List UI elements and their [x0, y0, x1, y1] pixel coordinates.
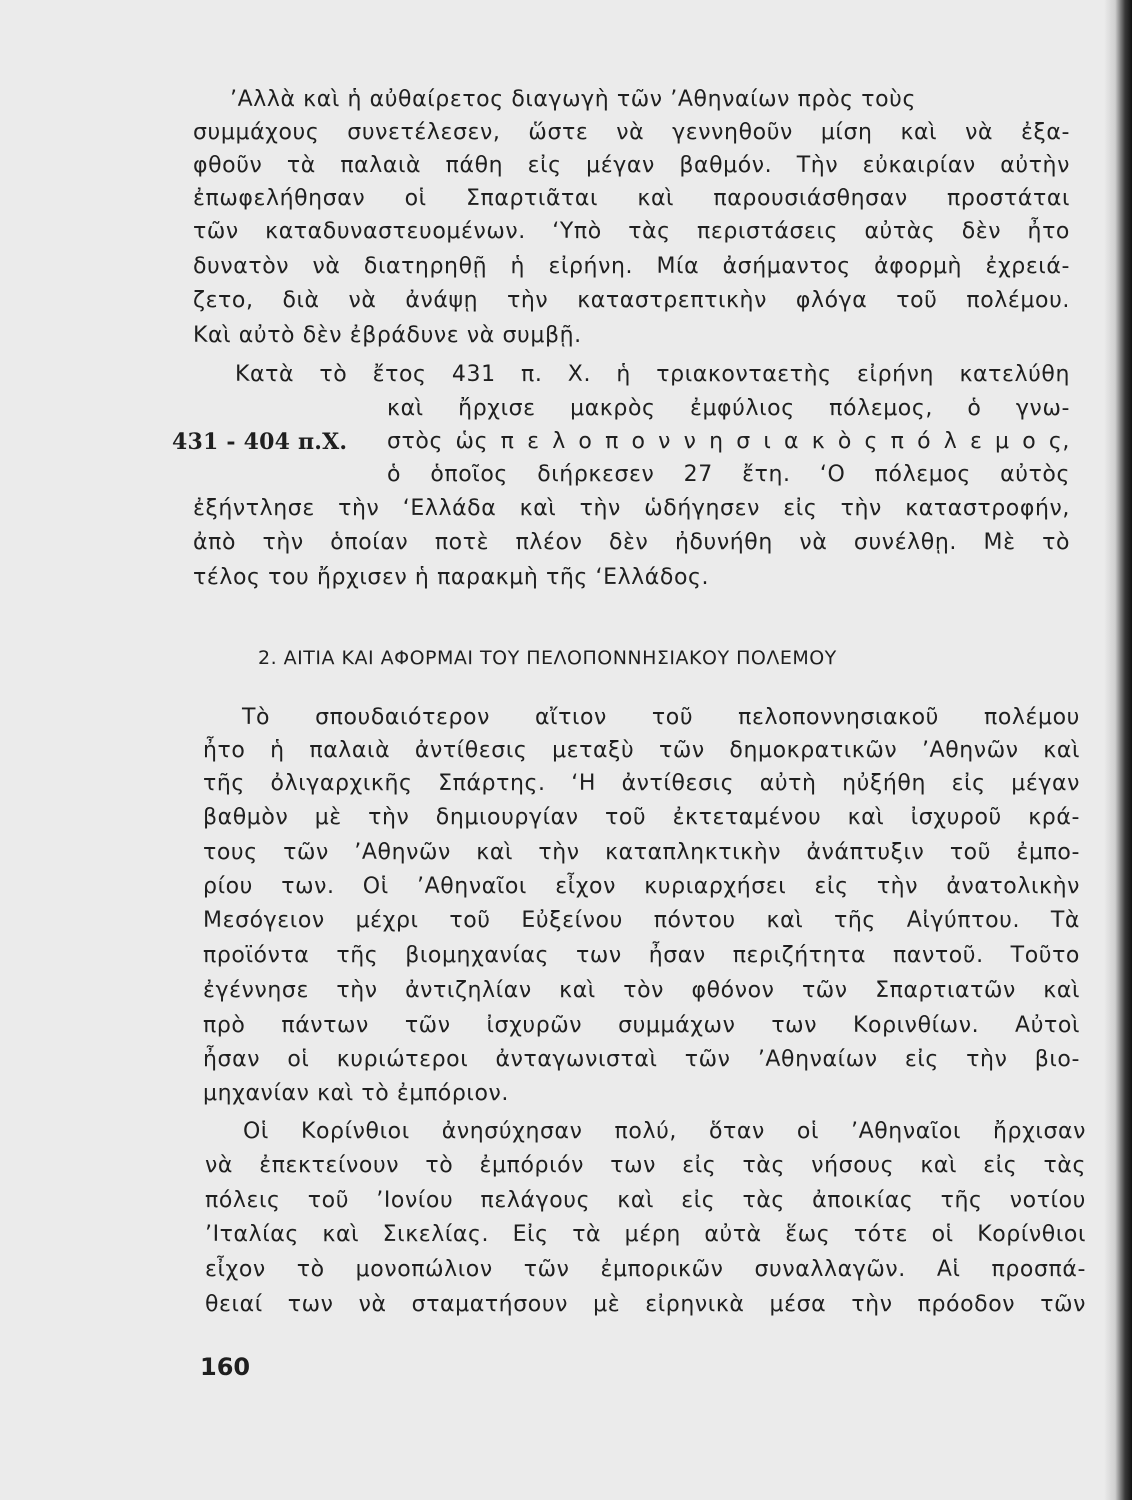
- text-line: ἦτο ἡ παλαιὰ ἀντίθεσις μεταξὺ τῶν δημοκρατικῶν ’Αθηνῶν καὶ: [203, 738, 1080, 763]
- text-line: καὶ ἤρχισε μακρὸς ἐμφύλιος πόλεμος, ὁ γνω-: [387, 396, 1070, 421]
- text-line: ἐπωφελήθησαν οἱ Σπαρτιᾶται καὶ παρουσιάσθησαν προστάται: [193, 186, 1070, 211]
- text-line: πρὸ πάντων τῶν ἰσχυρῶν συμμάχων των Κορινθίων. Αὐτοὶ: [203, 1013, 1080, 1038]
- text-line: ὁ ὁποῖος διήρκεσεν 27 ἔτη. ‘Ο πόλεμος αὐτὸς: [387, 462, 1070, 487]
- text-line: ἀπὸ τὴν ὁποίαν ποτὲ πλέον δὲν ἠδυνήθη νὰ συνέλθῃ. Μὲ τὸ: [193, 530, 1070, 555]
- text-line: νὰ ἐπεκτείνουν τὸ ἐμπόριόν των εἰς τὰς νήσους καὶ εἰς τὰς: [205, 1153, 1086, 1178]
- page-number: 160: [200, 1353, 251, 1381]
- text-line: φθοῦν τὰ παλαιὰ πάθη εἰς μέγαν βαθμόν. Τὴν εὐκαιρίαν αὐτὴν: [193, 153, 1070, 178]
- text-line: τους τῶν ’Αθηνῶν καὶ τὴν καταπληκτικὴν ἀνάπτυξιν τοῦ ἐμπο-: [203, 840, 1080, 865]
- text-line: ἦσαν οἱ κυριώτεροι ἀνταγωνισταὶ τῶν ’Αθηναίων εἰς τὴν βιο-: [203, 1047, 1080, 1072]
- text-line: προϊόντα τῆς βιομηχανίας των ἦσαν περιζήτητα παντοῦ. Τοῦτο: [203, 943, 1080, 968]
- text-line: Καὶ αὐτὸ δὲν ἐβράδυνε νὰ συμβῇ.: [193, 323, 582, 348]
- text-line: Κατὰ τὸ ἔτος 431 π. Χ. ἡ τριακονταετὴς εἰρήνη κατελύθη: [235, 362, 1070, 387]
- text-line: μηχανίαν καὶ τὸ ἐμπόριον.: [203, 1081, 510, 1106]
- text-line: συμμάχους συνετέλεσεν, ὥστε νὰ γεννηθοῦν μίση καὶ νὰ ἐξα-: [193, 120, 1070, 145]
- text-line: εἶχον τὸ μονοπώλιον τῶν ἐμπορικῶν συναλλαγῶν. Αἱ προσπά-: [205, 1257, 1086, 1282]
- section-heading: 2. ΑΙΤΙΑ ΚΑΙ ΑΦΟΡΜΑΙ ΤΟΥ ΠΕΛΟΠΟΝΝΗΣΙΑΚΟΥ ΠΟΛΕΜΟΥ: [258, 647, 837, 669]
- text-line: ἐξήντλησε τὴν ‘Ελλάδα καὶ τὴν ὡδήγησεν εἰς τὴν καταστροφήν,: [193, 496, 1070, 521]
- text-line: ζετο, διὰ νὰ ἀνάψῃ τὴν καταστρεπτικὴν φλόγα τοῦ πολέμου.: [193, 288, 1070, 313]
- text-line: ἐγέννησε τὴν ἀντιζηλίαν καὶ τὸν φθόνον τῶν Σπαρτιατῶν καὶ: [203, 978, 1080, 1003]
- page-edge-shadow: [1104, 0, 1132, 1500]
- text-line: ’Αλλὰ καὶ ἡ αὐθαίρετος διαγωγὴ τῶν ’Αθηναίων πρὸς τοὺς: [230, 87, 916, 112]
- text-line: θειαί των νὰ σταματήσουν μὲ εἰρηνικὰ μέσα τὴν πρόοδον τῶν: [205, 1292, 1086, 1317]
- text-line: στὸς ὡς π ε λ ο π ο ν ν η σ ι α κ ὸ ς π ό λ ε μ ο ς,: [387, 429, 1070, 454]
- text-line: Μεσόγειον μέχρι τοῦ Εὐξείνου πόντου καὶ τῆς Αἰγύπτου. Τὰ: [203, 908, 1080, 933]
- text-line: πόλεις τοῦ ’Ιονίου πελάγους καὶ εἰς τὰς ἀποικίας τῆς νοτίου: [205, 1188, 1086, 1213]
- text-line: τέλος του ἤρχισεν ἡ παρακμὴ τῆς ‘Ελλάδος.: [193, 565, 710, 590]
- text-line: τῶν καταδυναστευομένων. ‘Υπὸ τὰς περιστάσεις αὐτὰς δὲν ἦτο: [193, 219, 1070, 244]
- text-line: Τὸ σπουδαιότερον αἴτιον τοῦ πελοποννησιακοῦ πολέμου: [242, 705, 1080, 730]
- text-line: ρίου των. Οἱ ’Αθηναῖοι εἶχον κυριαρχήσει εἰς τὴν ἀνατολικὴν: [203, 874, 1080, 899]
- margin-date-note: 431 - 404 π.Χ.: [172, 429, 348, 455]
- text-line: βαθμὸν μὲ τὴν δημιουργίαν τοῦ ἐκτεταμένου καὶ ἰσχυροῦ κρά-: [203, 805, 1080, 830]
- text-line: τῆς ὀλιγαρχικῆς Σπάρτης. ‘Η ἀντίθεσις αὐτὴ ηὐξήθη εἰς μέγαν: [203, 771, 1080, 796]
- text-line: Οἱ Κορίνθιοι ἀνησύχησαν πολύ, ὅταν οἱ ’Αθηναῖοι ἤρχισαν: [243, 1119, 1086, 1144]
- text-line: ’Ιταλίας καὶ Σικελίας. Εἰς τὰ μέρη αὐτὰ ἕως τότε οἱ Κορίνθιοι: [205, 1222, 1086, 1247]
- text-line: δυνατὸν νὰ διατηρηθῇ ἡ εἰρήνη. Μία ἀσήμαντος ἀφορμὴ ἐχρειά-: [193, 254, 1070, 279]
